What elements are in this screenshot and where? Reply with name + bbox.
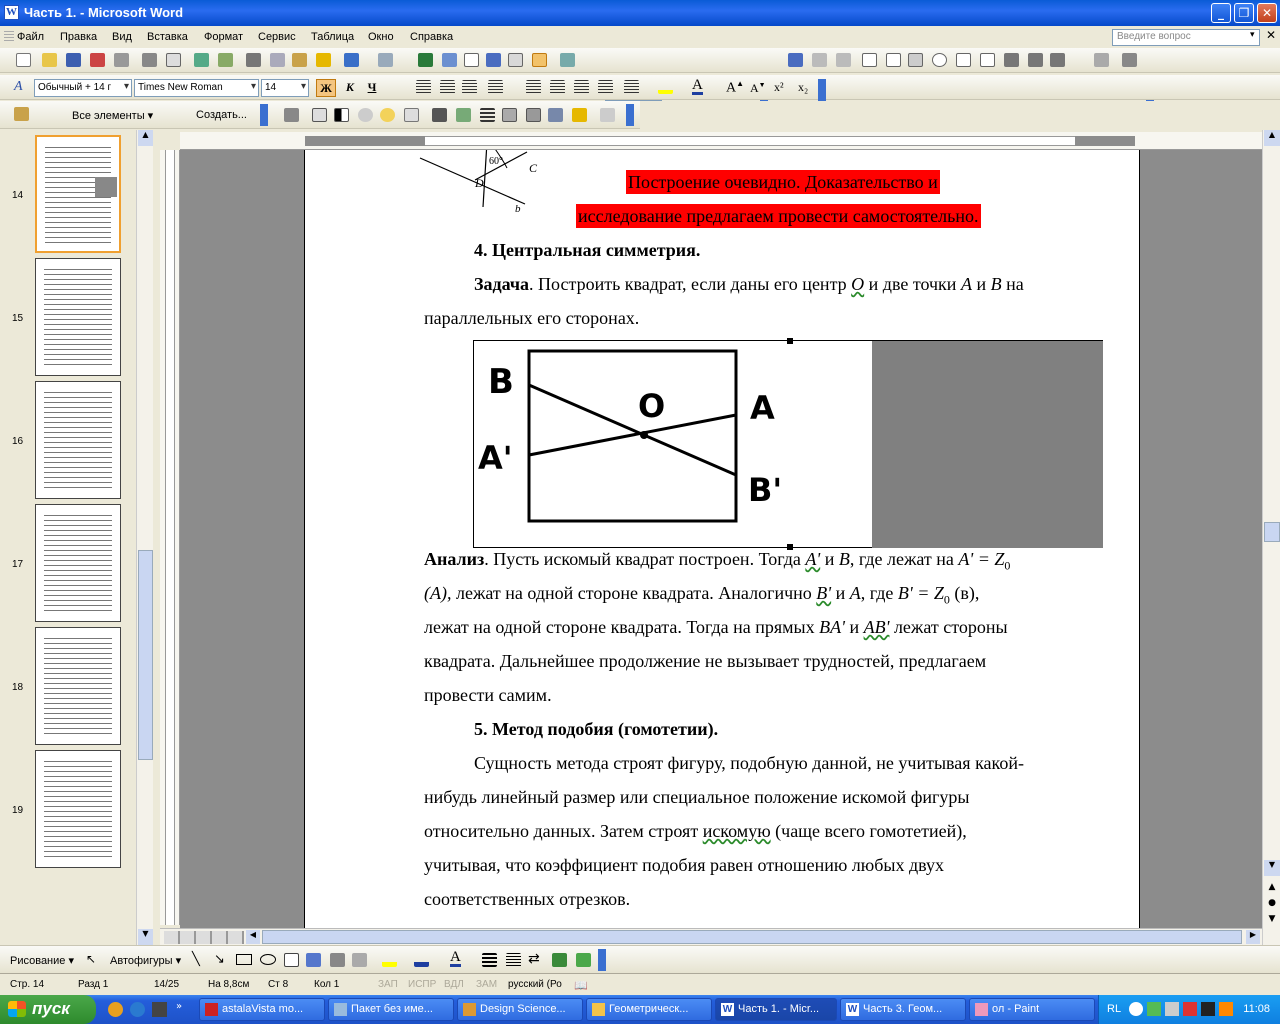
- quicklaunch-icon[interactable]: [130, 1002, 145, 1017]
- spinner-control-icon[interactable]: [1028, 53, 1043, 67]
- folder-icon: [592, 1003, 605, 1016]
- taskbar-item[interactable]: ол - Paint: [969, 998, 1095, 1021]
- tray-network-icon[interactable]: [1147, 1002, 1161, 1016]
- menu-bar: [0, 26, 1280, 48]
- diagram-icon[interactable]: [330, 953, 345, 967]
- tray-back-icon[interactable]: [1129, 1002, 1143, 1016]
- set-transparent-icon[interactable]: [572, 108, 587, 122]
- textbox-control-icon[interactable]: [886, 53, 901, 67]
- view-buttons[interactable]: [164, 931, 244, 944]
- menu-view[interactable]: Вид: [112, 31, 132, 43]
- line-b-label: b: [515, 203, 521, 212]
- analysis-line-1: Анализ. Пусть искомый квадрат построен. Тогда A' и B, где лежат на $A' = Z_0$: [424, 549, 1011, 573]
- font-color-icon[interactable]: A: [450, 949, 461, 965]
- save-icon[interactable]: [66, 53, 81, 67]
- properties-icon[interactable]: [812, 53, 827, 67]
- quicklaunch-icon[interactable]: [152, 1002, 167, 1017]
- vertical-ruler[interactable]: [160, 150, 180, 925]
- subscript-icon[interactable]: x₂: [798, 80, 809, 94]
- paste-icon[interactable]: [292, 53, 307, 67]
- insert-picture-icon[interactable]: [284, 108, 299, 122]
- point-o-label: O: [638, 387, 666, 425]
- windows-logo-icon: [8, 1001, 26, 1017]
- text-wrap-icon[interactable]: [526, 108, 541, 122]
- start-button[interactable]: пуск: [0, 995, 96, 1024]
- taskbar-item[interactable]: Геометрическ...: [586, 998, 712, 1021]
- point-a-label: A: [750, 389, 775, 427]
- status-page: Стр. 14: [10, 979, 45, 990]
- drawing-toolbar: [0, 945, 1280, 973]
- language-indicator[interactable]: RL: [1107, 1003, 1122, 1015]
- menu-format[interactable]: Формат: [204, 31, 244, 43]
- highlighted-text-line-2: исследование предлагаем провести самостоятельно.: [578, 206, 979, 226]
- close-doc-icon[interactable]: ✕: [1266, 28, 1277, 42]
- method-line-4: учитывая, что коэффициент подобия равен отношению любых двух: [424, 855, 945, 875]
- word-doc-icon[interactable]: W: [6, 6, 17, 18]
- insert-table-icon[interactable]: [464, 53, 479, 67]
- grip-icon: [4, 31, 14, 43]
- figure-gray-area: [872, 341, 1103, 548]
- status-record[interactable]: ЗАП: [378, 979, 398, 990]
- italic-button[interactable]: К: [345, 80, 355, 94]
- tables-borders-icon[interactable]: [442, 53, 457, 67]
- redo-icon[interactable]: [378, 53, 393, 67]
- thumbnail-number: 17: [12, 559, 24, 570]
- status-overtype[interactable]: ЗАМ: [476, 979, 498, 990]
- dash-style-icon[interactable]: [506, 953, 521, 967]
- arrow-icon[interactable]: ↘: [214, 952, 225, 967]
- compress-icon[interactable]: [502, 108, 517, 122]
- previous-page-icon[interactable]: ▲: [1268, 882, 1276, 892]
- wordart-icon[interactable]: [306, 953, 321, 967]
- analysis-line-4: квадрата. Дальнейшее продолжение не вызывает трудностей, предлагаем: [424, 651, 987, 671]
- style-select[interactable]: Обычный + 14 г ▾: [34, 79, 132, 97]
- formatting-toolbar: [0, 75, 1280, 100]
- menu-file[interactable]: Файл: [17, 31, 45, 43]
- highlighted-text-line-1: Построение очевидно. Доказательство и: [628, 172, 938, 192]
- spelling-icon[interactable]: [194, 53, 209, 67]
- font-size-select[interactable]: 14 ▾: [261, 79, 309, 97]
- oval-icon[interactable]: [260, 954, 276, 965]
- toolbar-options-icon[interactable]: [626, 104, 634, 126]
- undo-icon[interactable]: [344, 53, 359, 67]
- less-brightness-icon[interactable]: [404, 108, 419, 122]
- toggle-control-icon[interactable]: [1004, 53, 1019, 67]
- menu-window[interactable]: Окно: [368, 31, 394, 43]
- bullets-icon[interactable]: [550, 80, 565, 94]
- acrobat-icon: [205, 1003, 218, 1016]
- toolbar-options-icon[interactable]: [818, 79, 826, 101]
- select-objects-icon[interactable]: ↖: [86, 952, 97, 966]
- drawing-toggle-icon[interactable]: [532, 53, 547, 67]
- document-vertical-scrollbar[interactable]: [1262, 130, 1280, 945]
- heading-central-symmetry: 4. Центральная симметрия.: [474, 240, 701, 260]
- scroll-right-icon[interactable]: ▶: [1246, 930, 1260, 944]
- task-label: Задача: [474, 274, 530, 294]
- quicklaunch-icon[interactable]: [108, 1002, 123, 1017]
- format-picture-icon[interactable]: [548, 108, 563, 122]
- scroll-left-icon[interactable]: ◀: [246, 930, 260, 944]
- standard-toolbar: [0, 48, 1280, 73]
- status-line: Ст 8: [268, 979, 289, 990]
- status-extend[interactable]: ВДЛ: [444, 979, 464, 990]
- thumbnail-number: 15: [12, 313, 24, 324]
- status-section: Разд 1: [78, 979, 109, 990]
- scroll-thumb[interactable]: [262, 930, 1242, 944]
- minimize-button[interactable]: _: [1211, 3, 1231, 23]
- task-paragraph-line-1: Задача. Построить квадрат, если даны его центр O и две точки A и B на: [474, 274, 1024, 294]
- point-c-label: C: [529, 161, 538, 175]
- square-drawing: [474, 341, 874, 548]
- document-page[interactable]: [304, 150, 1140, 928]
- status-language: русский (Ро: [508, 979, 562, 990]
- cut-icon[interactable]: [246, 53, 261, 67]
- thumbnail-number: 14: [12, 190, 24, 201]
- top-geometry-figure: [415, 150, 565, 212]
- angle-label: 60°: [489, 156, 503, 167]
- email-icon[interactable]: [114, 53, 129, 67]
- open-folder-icon[interactable]: [42, 53, 57, 67]
- less-contrast-icon[interactable]: [358, 108, 373, 122]
- toolbar-options-icon[interactable]: [598, 949, 606, 971]
- align-right-icon[interactable]: [440, 80, 455, 94]
- thumbnail-page[interactable]: [35, 504, 121, 622]
- create-new-button[interactable]: Создать...: [196, 109, 247, 121]
- word-icon: W: [722, 1004, 733, 1015]
- rectangle-icon[interactable]: [236, 954, 252, 965]
- scroll-thumb[interactable]: [1264, 522, 1280, 542]
- taskbar-item[interactable]: Пакет без име...: [328, 998, 454, 1021]
- paint-icon: [975, 1003, 988, 1016]
- menu-table[interactable]: Таблица: [311, 31, 355, 43]
- analysis-line-2: (A), лежат на одной стороне квадрата. Аналогично B' и A, где $B' = Z_0$ (в),: [424, 583, 980, 607]
- help-search-input[interactable]: Введите вопрос: [1112, 29, 1260, 46]
- toolbar-spacer: [640, 101, 1280, 129]
- document-area[interactable]: [180, 150, 1262, 928]
- tray-volume-icon[interactable]: [1165, 1002, 1179, 1016]
- chevron-down-icon[interactable]: ▾: [1250, 30, 1255, 40]
- contrast-icon[interactable]: [334, 108, 349, 122]
- line-spacing-icon[interactable]: [488, 80, 503, 94]
- thumbnails-pane: [0, 130, 155, 945]
- taskbar-item[interactable]: W Часть 3. Геом...: [840, 998, 966, 1021]
- hyperlink-icon[interactable]: [418, 53, 433, 67]
- taskbar-item[interactable]: Design Science...: [457, 998, 583, 1021]
- reset-picture-icon[interactable]: [600, 108, 615, 122]
- word-icon: W: [847, 1004, 858, 1015]
- method-line-5: соответственных отрезков.: [424, 889, 631, 909]
- autoshapes-menu[interactable]: Автофигуры ▾: [110, 955, 182, 967]
- research-icon[interactable]: [218, 53, 233, 67]
- font-color-icon[interactable]: A: [692, 77, 703, 93]
- superscript-icon[interactable]: x²: [774, 80, 784, 94]
- line-icon[interactable]: ╲: [192, 952, 200, 967]
- thumbnail-number: 19: [12, 805, 24, 816]
- fill-color-icon[interactable]: [382, 953, 397, 967]
- align-center-icon[interactable]: [416, 80, 431, 94]
- scroll-down-icon[interactable]: ▼: [138, 929, 153, 945]
- menu-tools[interactable]: Сервис: [258, 31, 296, 43]
- resize-handle[interactable]: [787, 338, 793, 344]
- system-tray: [1098, 995, 1280, 1024]
- taskbar-item-active[interactable]: W Часть 1. - Micr...: [715, 998, 837, 1021]
- horizontal-ruler[interactable]: [180, 132, 1265, 150]
- document-horizontal-scrollbar[interactable]: [160, 928, 1262, 945]
- copy-icon[interactable]: [270, 53, 285, 67]
- next-page-icon[interactable]: ▼: [1268, 914, 1276, 924]
- thumbnail-page[interactable]: [35, 258, 121, 376]
- color-image-icon[interactable]: [312, 108, 327, 122]
- bold-button[interactable]: Ж: [316, 79, 336, 97]
- arrow-style-icon[interactable]: ⇄: [528, 951, 540, 967]
- numbering-icon[interactable]: [526, 80, 541, 94]
- clock[interactable]: 11:08: [1243, 1003, 1270, 1015]
- method-line-1: Сущность метода строят фигуру, подобную данной, не учитывая какой-: [474, 753, 1024, 773]
- brightness-icon[interactable]: [380, 108, 395, 122]
- thumbnail-number: 18: [12, 682, 24, 693]
- point-d-label: D: [475, 176, 484, 190]
- shrink-font-icon[interactable]: A▼: [750, 81, 766, 95]
- mathtype-icon: [463, 1003, 476, 1016]
- all-elements-select[interactable]: Все элементы ▾: [72, 110, 154, 122]
- clipart-icon[interactable]: [352, 953, 367, 967]
- status-track-changes[interactable]: ИСПР: [408, 979, 437, 990]
- image-control-icon[interactable]: [1094, 53, 1109, 67]
- rotate-icon[interactable]: [456, 108, 471, 122]
- taskbar-item[interactable]: astalaVista mo...: [199, 998, 325, 1021]
- taskbar: [0, 995, 1280, 1024]
- title-bar[interactable]: [0, 0, 1280, 26]
- reveal-formatting-icon[interactable]: [14, 107, 29, 121]
- drawing-menu[interactable]: Рисование ▾: [10, 955, 74, 967]
- underline-button[interactable]: Ч: [367, 80, 377, 94]
- view-code-icon[interactable]: [836, 53, 851, 67]
- increase-indent-icon[interactable]: [598, 80, 613, 94]
- menu-help[interactable]: Справка: [410, 31, 454, 43]
- close-button[interactable]: ✕: [1257, 3, 1277, 23]
- point-a-prime-label: A': [478, 439, 513, 477]
- line-style-icon[interactable]: [480, 108, 495, 122]
- combobox-control-icon[interactable]: [980, 53, 995, 67]
- window-title: Часть 1. - Microsoft Word: [24, 5, 184, 20]
- status-position: На 8,8см: [208, 979, 250, 990]
- line-style-icon[interactable]: [482, 953, 497, 967]
- maximize-button[interactable]: ❐: [1234, 3, 1254, 23]
- spelling-status-icon[interactable]: 📖: [574, 979, 588, 992]
- highlight-icon[interactable]: [658, 80, 673, 94]
- method-line-3: относительно данных. Затем строят искомую (чаще всего гомотетией),: [424, 821, 967, 841]
- textbox-icon[interactable]: [284, 953, 299, 967]
- document-map-icon[interactable]: [560, 53, 575, 67]
- thumbnail-page[interactable]: [35, 381, 121, 499]
- analysis-line-3: лежат на одной стороне квадрата. Тогда на прямых BA' и AB' лежат стороны: [424, 617, 1008, 637]
- menu-edit[interactable]: Правка: [60, 31, 98, 43]
- scroll-up-icon[interactable]: ▲: [1264, 130, 1280, 146]
- square-figure[interactable]: [473, 340, 1103, 548]
- more-controls-icon[interactable]: [1122, 53, 1137, 67]
- font-select[interactable]: Times New Roman ▾: [134, 79, 259, 97]
- checkbox-control-icon[interactable]: [862, 53, 877, 67]
- columns-icon[interactable]: [508, 53, 523, 67]
- scroll-down-icon[interactable]: ▼: [1264, 860, 1280, 876]
- shadow-icon[interactable]: [552, 953, 567, 967]
- permission-icon[interactable]: [90, 53, 105, 67]
- new-doc-icon[interactable]: [16, 53, 31, 67]
- format-painter-icon[interactable]: [316, 53, 331, 67]
- quicklaunch-expand-icon[interactable]: »: [176, 1001, 183, 1012]
- menu-insert[interactable]: Вставка: [147, 31, 188, 43]
- listbox-control-icon[interactable]: [956, 53, 971, 67]
- line-color-icon[interactable]: [414, 953, 429, 967]
- thumbnail-number: 16: [12, 436, 24, 447]
- 3d-icon[interactable]: [576, 953, 591, 967]
- print-preview-icon[interactable]: [166, 53, 181, 67]
- button-control-icon[interactable]: [908, 53, 923, 67]
- thumbnail-scrollbar[interactable]: [136, 130, 153, 945]
- crop-icon[interactable]: [432, 108, 447, 122]
- point-b-label: B: [488, 362, 514, 402]
- control-toolbar: [0, 101, 640, 129]
- thumbnail-page[interactable]: [35, 750, 121, 868]
- task-paragraph-line-2: параллельных его сторонах.: [424, 308, 640, 328]
- status-column: Кол 1: [314, 979, 340, 990]
- status-pages: 14/25: [154, 979, 180, 990]
- insert-excel-icon[interactable]: [486, 53, 501, 67]
- styles-pane-icon[interactable]: A: [14, 79, 23, 94]
- borders-icon[interactable]: [624, 80, 639, 94]
- design-mode-icon[interactable]: [788, 53, 803, 67]
- point-b-prime-label: B': [748, 471, 783, 509]
- option-control-icon[interactable]: [932, 53, 947, 67]
- thumbnail-page[interactable]: [35, 135, 121, 253]
- decrease-indent-icon[interactable]: [574, 80, 589, 94]
- package-icon: [334, 1003, 347, 1016]
- scroll-up-icon[interactable]: ▲: [138, 130, 153, 146]
- thumbnail-page[interactable]: [35, 627, 121, 745]
- tray-antivirus-icon[interactable]: [1183, 1002, 1197, 1016]
- print-icon[interactable]: [142, 53, 157, 67]
- scroll-thumb[interactable]: [138, 550, 153, 760]
- toolbar-options-icon[interactable]: [260, 104, 268, 126]
- method-line-2: нибудь линейный размер или специальное положение искомой фигуры: [424, 787, 970, 807]
- justify-icon[interactable]: [462, 80, 477, 94]
- heading-similarity-method: 5. Метод подобия (гомотетии).: [474, 719, 719, 739]
- tray-player-icon[interactable]: [1219, 1002, 1233, 1016]
- tray-app-icon[interactable]: [1201, 1002, 1215, 1016]
- analysis-line-5: провести самим.: [424, 685, 552, 705]
- grow-font-icon[interactable]: A▲: [726, 79, 745, 96]
- scrollbar-control-icon[interactable]: [1050, 53, 1065, 67]
- status-bar: [0, 973, 1280, 995]
- browse-object-icon[interactable]: ●: [1268, 898, 1276, 908]
